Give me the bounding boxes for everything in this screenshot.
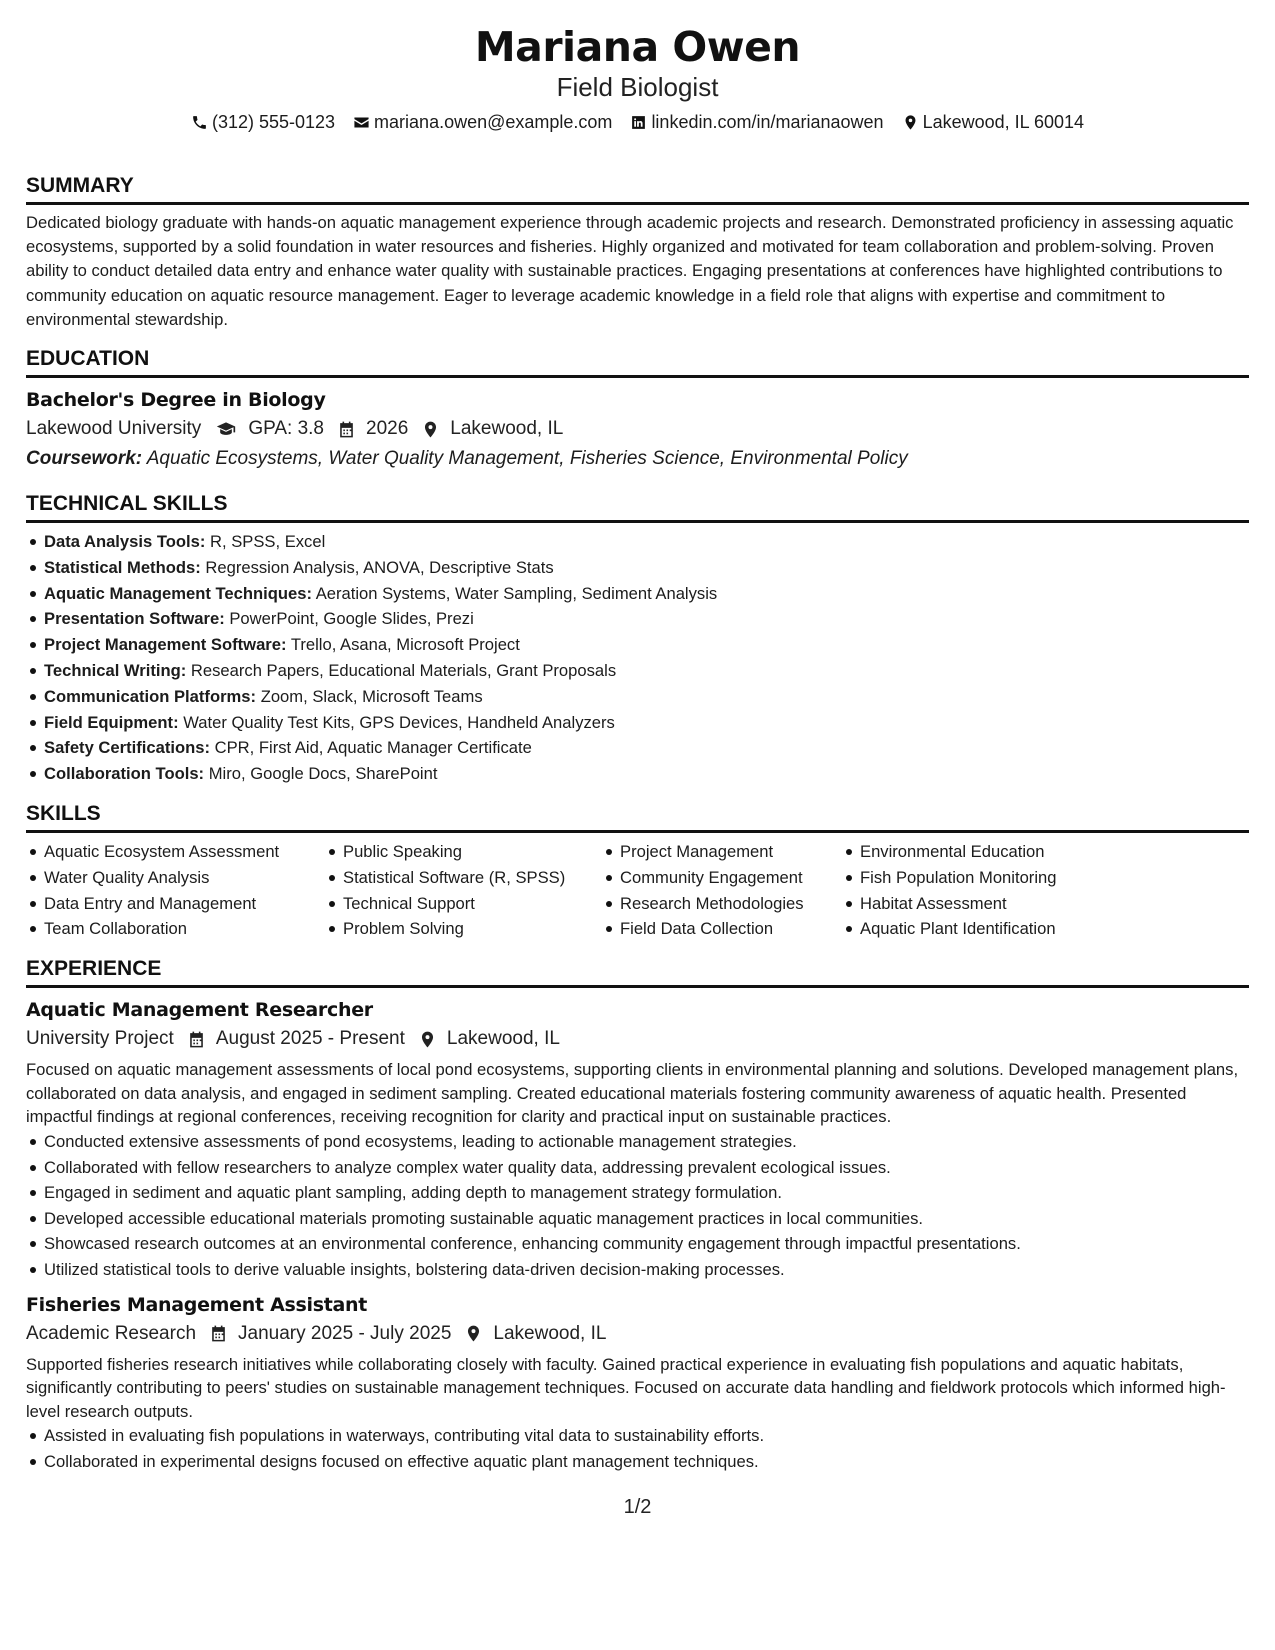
skills-grid <box>26 839 1249 942</box>
list-item: Project Management <box>602 839 842 865</box>
contact-email[interactable] <box>353 111 612 133</box>
section-heading: TECHNICAL SKILLS <box>26 491 1249 523</box>
job-meta <box>26 1321 1249 1347</box>
coursework-line <box>26 447 1249 471</box>
list-item: Community Engagement <box>602 865 842 891</box>
skills-column <box>325 839 602 942</box>
candidate-name: Mariana Owen <box>474 23 801 71</box>
coursework-list: Aquatic Ecosystems, Water Quality Management, Fisheries Science, Environmental Policy <box>146 448 908 470</box>
graduation-cap-icon <box>214 419 238 439</box>
experience-entry <box>26 1293 1249 1475</box>
calendar-icon <box>337 420 356 439</box>
skill-values: Miro, Google Docs, SharePoint <box>208 764 438 784</box>
section-heading: EDUCATION <box>26 346 1249 378</box>
list-item <box>26 529 1249 555</box>
list-item: Aquatic Ecosystem Assessment <box>26 839 325 865</box>
list-item: Habitat Assessment <box>842 891 1102 917</box>
linkedin-link[interactable]: linkedin.com/in/marianaowen <box>651 112 884 132</box>
job-location: Lakewood, IL <box>493 1322 607 1344</box>
job-title: Aquatic Management Researcher <box>26 999 373 1022</box>
job-description: Supported fisheries research initiatives while collaborating closely with faculty. Gained practical experience in evaluating fish populations and aquatic habitats, significantly contributing to peers' studies on sustainable management techniques. Focused on accurate data handling and fieldwork protocols which informed high-level research outputs. <box>26 1354 1226 1421</box>
list-item <box>26 684 1249 710</box>
list-item: Collaborated with fellow researchers to analyze complex water quality data, addressing prevalent ecological issues. <box>26 1155 1249 1181</box>
experience-entry <box>26 998 1249 1282</box>
map-pin-icon <box>464 1324 483 1343</box>
skill-category: Safety Certifications: <box>44 738 210 758</box>
list-item: Utilized statistical tools to derive valuable insights, bolstering data-driven decision-making processes. <box>26 1257 1249 1283</box>
list-item <box>26 658 1249 684</box>
contact-linkedin[interactable] <box>630 111 883 133</box>
skill-category: Field Equipment: <box>44 712 179 732</box>
candidate-title: Field Biologist <box>556 72 719 102</box>
list-item: Showcased research outcomes at an environmental conference, enhancing community engagement through impactful presentations. <box>26 1231 1249 1257</box>
list-item: Collaborated in experimental designs focused on effective aquatic plant management techniques. <box>26 1449 1249 1475</box>
list-item: Aquatic Plant Identification <box>842 916 1102 942</box>
list-item <box>26 632 1249 658</box>
list-item: Technical Support <box>325 891 602 917</box>
linkedin-icon <box>630 114 647 131</box>
list-item: Developed accessible educational materials promoting sustainable aquatic management practices in local communities. <box>26 1206 1249 1232</box>
job-bullets <box>26 1423 1249 1474</box>
skill-values: CPR, First Aid, Aquatic Manager Certificate <box>214 738 532 758</box>
skills-column <box>602 839 842 942</box>
gpa-text: GPA: 3.8 <box>248 418 324 440</box>
map-pin-icon <box>421 420 440 439</box>
education-meta <box>26 416 1249 442</box>
skill-category: Collaboration Tools: <box>44 764 205 784</box>
school-name: Lakewood University <box>26 418 202 440</box>
list-item: Problem Solving <box>325 916 602 942</box>
skill-values: Research Papers, Educational Materials, Grant Proposals <box>190 661 617 680</box>
list-item: Assisted in evaluating fish populations in waterways, contributing vital data to sustainability efforts. <box>26 1423 1249 1449</box>
education-section <box>26 346 1249 471</box>
job-dates: January 2025 - July 2025 <box>238 1322 452 1344</box>
list-item: Conducted extensive assessments of pond ecosystems, leading to actionable management strategies. <box>26 1129 1249 1155</box>
job-description: Focused on aquatic management assessments of local pond ecosystems, supporting clients in environmental planning and solutions. Developed management plans, collaborated on data analysis, and engaged in sediment sampling. Created educational materials fostering community awareness of aquatic health. Presented impactful findings at regional conferences, receiving recognition for clarity and practical input on sustainable practices. <box>26 1060 1239 1127</box>
contact-phone <box>191 111 335 133</box>
technical-skills-list <box>26 529 1249 787</box>
skill-values: PowerPoint, Google Slides, Prezi <box>229 609 474 629</box>
section-heading: SKILLS <box>26 801 1249 833</box>
map-pin-icon <box>902 114 919 131</box>
skill-values: Regression Analysis, ANOVA, Descriptive Stats <box>205 557 554 577</box>
list-item: Data Entry and Management <box>26 891 325 917</box>
skill-category: Statistical Methods: <box>44 557 201 577</box>
summary-text: Dedicated biology graduate with hands-on aquatic management experience through academic projects and research. Demonstrated proficiency in assessing aquatic ecosystems, supported by a solid foundation in water resources and fisheries. Highly organized and motivated for team collaboration and problem-solving. Proven ability to conduct detailed data entry and enhance water quality with sustainable practices. Engaging presentations at conferences have highlighted contributions to community education on aquatic resource management. Eager to leverage academic knowledge in a field role that aligns with expertise and commitment to environmental stewardship. <box>26 213 1234 329</box>
degree-title: Bachelor's Degree in Biology <box>26 389 326 412</box>
list-item <box>26 581 1249 607</box>
calendar-icon <box>209 1324 228 1343</box>
list-item: Public Speaking <box>325 839 602 865</box>
page-number: 1/2 <box>623 1496 652 1518</box>
envelope-icon <box>353 114 370 131</box>
skill-category: Presentation Software: <box>44 609 225 629</box>
skill-category: Data Analysis Tools: <box>44 532 206 552</box>
job-bullets <box>26 1129 1249 1283</box>
skills-column <box>26 839 325 942</box>
skill-values: Trello, Asana, Microsoft Project <box>290 635 520 655</box>
experience-section <box>26 956 1249 1474</box>
job-dates: August 2025 - Present <box>215 1028 405 1050</box>
list-item: Statistical Software (R, SPSS) <box>325 865 602 891</box>
skill-values: Water Quality Test Kits, GPS Devices, Handheld Analyzers <box>183 712 615 732</box>
graduation-year: 2026 <box>366 418 409 440</box>
section-heading: SUMMARY <box>26 173 1249 205</box>
skill-values: R, SPSS, Excel <box>210 532 326 552</box>
section-heading: EXPERIENCE <box>26 956 1249 988</box>
job-organization: University Project <box>26 1028 174 1050</box>
phone-text: (312) 555-0123 <box>211 112 336 132</box>
list-item: Fish Population Monitoring <box>842 865 1102 891</box>
list-item <box>26 710 1249 736</box>
skill-values: Zoom, Slack, Microsoft Teams <box>260 686 483 706</box>
list-item <box>26 735 1249 761</box>
list-item: Team Collaboration <box>26 916 325 942</box>
summary-section <box>26 173 1249 332</box>
email-link[interactable]: mariana.owen@example.com <box>374 112 613 132</box>
map-pin-icon <box>418 1030 437 1049</box>
contact-row <box>26 111 1249 133</box>
list-item <box>26 606 1249 632</box>
technical-skills-section <box>26 491 1249 787</box>
phone-icon <box>191 114 208 131</box>
job-title: Fisheries Management Assistant <box>26 1293 368 1316</box>
skills-column <box>842 839 1102 942</box>
list-item: Research Methodologies <box>602 891 842 917</box>
list-item: Water Quality Analysis <box>26 865 325 891</box>
calendar-icon <box>187 1030 206 1049</box>
list-item: Environmental Education <box>842 839 1102 865</box>
coursework-label: Coursework: <box>26 448 143 470</box>
skill-values: Aeration Systems, Water Sampling, Sediment Analysis <box>315 583 718 603</box>
skill-category: Project Management Software: <box>44 635 287 655</box>
skill-category: Aquatic Management Techniques: <box>44 583 312 603</box>
list-item <box>26 761 1249 787</box>
skill-category: Communication Platforms: <box>44 686 257 706</box>
skill-category: Technical Writing: <box>44 661 187 680</box>
resume-page <box>26 22 1249 1474</box>
list-item: Engaged in sediment and aquatic plant sampling, adding depth to management strategy formulation. <box>26 1180 1249 1206</box>
job-location: Lakewood, IL <box>446 1028 560 1050</box>
school-location: Lakewood, IL <box>450 418 564 440</box>
location-text: Lakewood, IL 60014 <box>922 112 1085 132</box>
resume-header <box>26 22 1249 133</box>
skills-section <box>26 801 1249 942</box>
list-item <box>26 555 1249 581</box>
job-organization: Academic Research <box>26 1322 197 1344</box>
job-meta <box>26 1026 1249 1052</box>
contact-location <box>902 111 1084 133</box>
list-item: Field Data Collection <box>602 916 842 942</box>
